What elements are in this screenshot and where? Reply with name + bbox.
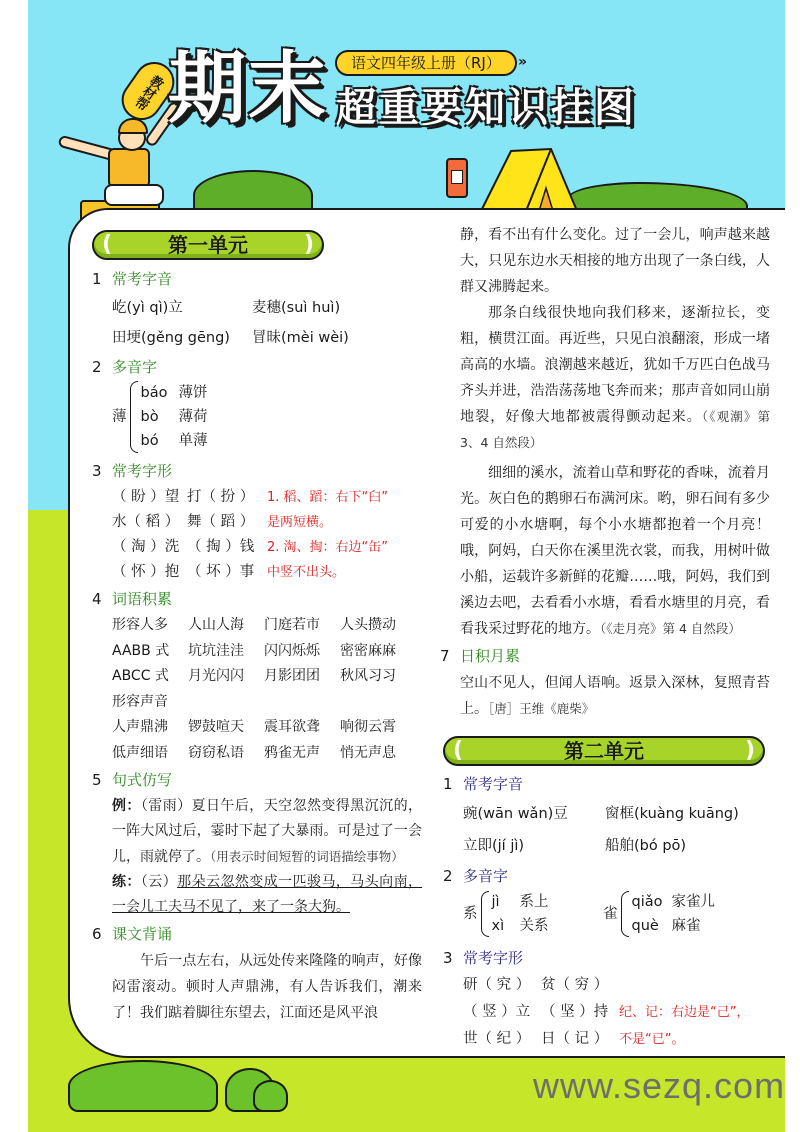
brand-badge: 教材帮 bbox=[114, 54, 182, 128]
polyphone-group: 系 jì 系上 xì 关系 bbox=[463, 890, 603, 938]
section-title: 1 常考字音 bbox=[443, 775, 524, 793]
section-title: 2 多音字 bbox=[92, 358, 158, 376]
section-title: 5 句式仿写 bbox=[92, 771, 173, 789]
tent-icon bbox=[471, 143, 581, 213]
pronunciation-row: 屹(yì qì)立 麦穗(suì huì) bbox=[112, 300, 341, 316]
recitation-paragraph: 静，看不出有什么变化。过了一会儿，响声越来越大，只见东边水天相接的地方出现了一条白线，人群又沸腾起来。 bbox=[460, 227, 770, 295]
section-title: 2 多音字 bbox=[443, 867, 509, 885]
page-subtitle: 超重要知识挂图 bbox=[336, 85, 637, 131]
unit2-header: ( 第二单元 ) bbox=[443, 736, 765, 766]
unit1-header: ( 第一单元 ) bbox=[92, 230, 324, 260]
grade-pill: 语文四年级上册（RJ） bbox=[335, 50, 517, 76]
pronunciation-row: 田埂(gěng gēng) 冒昧(mèi wèi) bbox=[112, 330, 349, 346]
pronunciation-row: 立即(jí jì) 船舶(bó pō) bbox=[463, 838, 687, 854]
polyphone-group: 薄 báo 薄饼 bò 薄荷 bó 单薄 bbox=[92, 381, 422, 453]
section-title: 3 常考字形 bbox=[443, 949, 524, 967]
page-title: 期末 bbox=[168, 44, 329, 134]
bush-decoration bbox=[253, 1080, 288, 1112]
vocabulary-table: 形容人多 人山人海 门庭若市 人头攒动 AABB 式 坑坑洼洼 闪闪烁烁 密密麻麻 ABCC 式 月光闪闪 月影团团 秋风习习 形容声音 人声鼎沸 锣鼓喧天 震耳欲聋 响彻云霄 低声细语 窃窃私语 鸦雀无声 悄无声息 bbox=[112, 617, 396, 761]
lantern-icon bbox=[446, 158, 468, 198]
unit1-left-column bbox=[92, 265, 422, 1026]
section-title: 4 词语积累 bbox=[92, 590, 173, 608]
bush-decoration bbox=[68, 1060, 218, 1112]
polyphone-row bbox=[443, 890, 773, 938]
unit2-title: 第二单元 bbox=[564, 739, 644, 763]
recitation-paragraph: 细细的溪水，流着山草和野花的香味，流着月光。灰白色的鹅卵石布满河床。哟，卵石间有多少可爱的小水塘啊，每个小水塘都抱着一个月亮！哦，阿妈，白天你在溪里洗衣裳，而我，用树叶做小船，运载许多新鲜的花瓣……哦，阿妈，我们到溪边去吧，去看看小水塘，看看水塘里的月亮，看看我采过野花的地方。（《走月亮》第 4 自然段） bbox=[460, 465, 770, 637]
daily-accumulation: 空山不见人，但闻人语响。返景入深林，复照青苔上。［唐］王维《鹿柴》 bbox=[460, 675, 770, 717]
section-title: 3 常考字形 bbox=[92, 462, 173, 480]
glyph-table: （ 盼 ）望 打（ 扮 ） 1. 稻、蹈：右下“臼” 水（ 稻 ） 舞（ 蹈 ） 是两短横。 （ 淘 ）洗 （ 掏 ）钱 2. 淘、掏：右边“缶” （ 怀 ）抱 （ 坏 ）事 中竖不出头。 bbox=[112, 489, 389, 580]
section-title: 1 常考字音 bbox=[92, 270, 173, 288]
unit1-title: 第一单元 bbox=[168, 233, 248, 257]
watermark: www.sezq.com bbox=[533, 1065, 785, 1106]
polyphone-group: 雀 qiǎo 家雀儿 què 麻雀 bbox=[603, 890, 715, 938]
glyph-table: 研（ 究 ） 贫（ 穷 ） （ 竖 ）立 （ 坚 ）持 纪、记：右边是“己”， 世（ 纪 ） 日（ 记 ） 不是“已”。 bbox=[463, 977, 750, 1047]
unit1-right-column bbox=[440, 222, 770, 722]
recitation-paragraph: 那条白线很快地向我们移来，逐渐拉长，变粗，横贯江面。再近些，只见白浪翻滚，形成一堵高高的水墙。浪潮越来越近，犹如千万匹白色战马齐头并进，浩浩荡荡地飞奔而来；那声音如同山崩地裂，好像大地都被震得颤动起来。（《观潮》第 3、4 自然段） bbox=[460, 305, 770, 450]
section-title: 6 课文背诵 bbox=[92, 925, 173, 943]
sentence-imitation: 例：（雷雨）夏日午后，天空忽然变得黑沉沉的，一阵大风过后，霎时下起了大暴雨。可是过了一会儿，雨就停了。（用表示时间短暂的词语描绘事物） 练：（云）那朵云忽然变成一匹骏马，马头向南，一会儿工夫马不见了，来了一条大狗。 bbox=[112, 798, 423, 915]
section-title: 7 日积月累 bbox=[440, 647, 521, 665]
unit2-column bbox=[443, 770, 773, 1053]
recitation-paragraph: 午后一点左右，从远处传来隆隆的响声，好像闷雷滚动。顿时人声鼎沸，有人告诉我们，潮来了！我们踮着脚往东望去，江面还是风平浪 bbox=[112, 953, 422, 1021]
chevron-right-icon: » bbox=[518, 54, 528, 70]
pronunciation-row: 豌(wān wǎn)豆 窗框(kuàng kuāng) bbox=[463, 806, 739, 822]
